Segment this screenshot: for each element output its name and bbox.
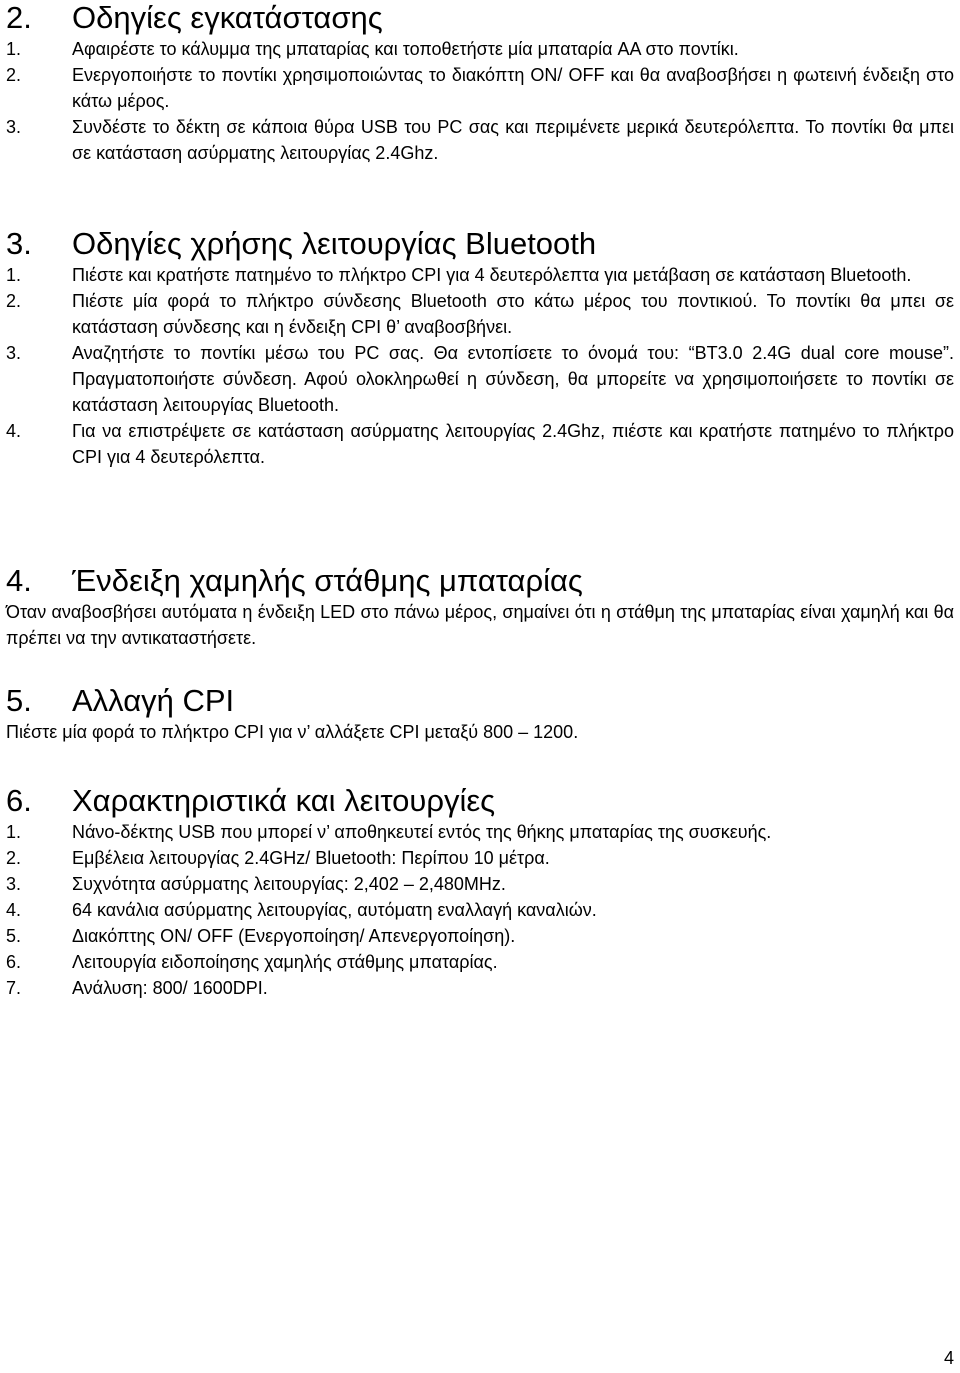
item-number: 2. <box>6 848 22 868</box>
item-number: 1. <box>6 822 22 842</box>
section-title: Οδηγίες εγκατάστασης <box>72 0 383 35</box>
section-features <box>6 783 954 1001</box>
list-item <box>6 262 954 288</box>
section-heading <box>6 0 954 36</box>
item-text: Συχνότητα ασύρματης λειτουργίας: 2,402 – 2,480MHz. <box>72 874 506 894</box>
section-paragraph: Όταν αναβοσβήσει αυτόματα η ένδειξη LED στο πάνω μέρος, σημαίνει ότι η στάθμη της μπαταρίας είναι χαμηλή και θα πρέπει να την αντικαταστήσετε. <box>6 602 954 648</box>
item-text: Ενεργοποιήστε το ποντίκι χρησιμοποιώντας το διακόπτη ON/ OFF και θα αναβοσβήσει η φωτεινή ένδειξη στο κάτω μέρος. <box>72 65 954 111</box>
item-number: 5. <box>6 926 22 946</box>
item-number: 4. <box>6 900 22 920</box>
section-number: 4. <box>6 563 32 598</box>
section-number: 2. <box>6 0 32 35</box>
list-item <box>6 897 954 923</box>
section-heading <box>6 783 954 819</box>
list-item <box>6 975 954 1001</box>
item-number: 3. <box>6 117 22 137</box>
item-text: Νάνο-δέκτης USB που μπορεί ν’ αποθηκευτεί εντός της θήκης μπαταρίας της συσκευής. <box>72 822 772 842</box>
section-number: 6. <box>6 783 32 818</box>
page-number: 4 <box>943 1348 954 1368</box>
list-item <box>6 418 954 470</box>
section-title: Ένδειξη χαμηλής στάθμης μπαταρίας <box>72 563 583 598</box>
item-text: Εμβέλεια λειτουργίας 2.4GHz/ Bluetooth: Περίπου 10 μέτρα. <box>72 848 550 868</box>
item-text: Αναζητήστε το ποντίκι μέσω του PC σας. Θα εντοπίσετε το όνομά του: “BT3.0 2.4G dual core mouse”. Πραγματοποιήστε σύνδεση. Αφού ολοκληρωθεί η σύνδεση, θα μπορείτε να χρησιμοποιήσετε το ποντίκι σε κατάσταση λειτουργίας Bluetooth. <box>72 343 954 415</box>
list-item <box>6 62 954 114</box>
item-number: 6. <box>6 952 22 972</box>
item-text: 64 κανάλια ασύρματης λειτουργίας, αυτόματη εναλλαγή καναλιών. <box>72 900 597 920</box>
section-installation <box>6 0 954 166</box>
section-title: Χαρακτηριστικά και λειτουργίες <box>72 783 496 818</box>
item-number: 1. <box>6 39 22 59</box>
section-bluetooth <box>6 226 954 470</box>
item-text: Λειτουργία ειδοποίησης χαμηλής στάθμης μπαταρίας. <box>72 952 498 972</box>
list-item <box>6 949 954 975</box>
item-text: Συνδέστε το δέκτη σε κάποια θύρα USB του PC σας και περιμένετε μερικά δευτερόλεπτα. Το ποντίκι θα μπει σε κατάσταση ασύρματης λειτουργίας 2.4Ghz. <box>72 117 954 163</box>
item-number: 4. <box>6 421 22 441</box>
item-number: 3. <box>6 343 22 363</box>
section-cpi-change <box>6 683 954 745</box>
section-heading <box>6 563 954 599</box>
list-item <box>6 114 954 166</box>
item-text: Διακόπτης ON/ OFF (Ενεργοποίηση/ Απενεργοποίηση). <box>72 926 516 946</box>
item-text: Πιέστε μία φορά το πλήκτρο σύνδεσης Bluetooth στο κάτω μέρος του ποντικιού. Το ποντίκι θα μπει σε κατάσταση σύνδεσης και η ένδειξη CPI θ’ αναβοσβήνει. <box>72 291 954 337</box>
list-item <box>6 819 954 845</box>
section-heading <box>6 683 954 719</box>
item-number: 2. <box>6 291 22 311</box>
list-item <box>6 288 954 340</box>
section-heading <box>6 226 954 262</box>
item-text: Αφαιρέστε το κάλυμμα της μπαταρίας και τοποθετήστε μία μπαταρία AA στο ποντίκι. <box>72 39 739 59</box>
item-number: 7. <box>6 978 22 998</box>
list-item <box>6 871 954 897</box>
section-number: 5. <box>6 683 32 718</box>
list-item <box>6 340 954 418</box>
section-low-battery <box>6 563 954 651</box>
item-number: 3. <box>6 874 22 894</box>
list-item <box>6 923 954 949</box>
item-number: 2. <box>6 65 22 85</box>
list-item <box>6 36 954 62</box>
item-text: Πιέστε και κρατήστε πατημένο το πλήκτρο CPI για 4 δευτερόλεπτα για μετάβαση σε κατάσταση Bluetooth. <box>72 265 912 285</box>
list-item <box>6 845 954 871</box>
item-text: Ανάλυση: 800/ 1600DPI. <box>72 978 268 998</box>
section-number: 3. <box>6 226 32 261</box>
item-text: Για να επιστρέψετε σε κατάσταση ασύρματης λειτουργίας 2.4Ghz, πιέστε και κρατήστε πατημένο το πλήκτρο CPI για 4 δευτερόλεπτα. <box>72 421 954 467</box>
section-paragraph: Πιέστε μία φορά το πλήκτρο CPI για ν’ αλλάξετε CPI μεταξύ 800 – 1200. <box>6 722 579 742</box>
section-title: Αλλαγή CPI <box>72 683 235 718</box>
section-title: Οδηγίες χρήσης λειτουργίας Bluetooth <box>72 226 597 261</box>
item-number: 1. <box>6 265 22 285</box>
